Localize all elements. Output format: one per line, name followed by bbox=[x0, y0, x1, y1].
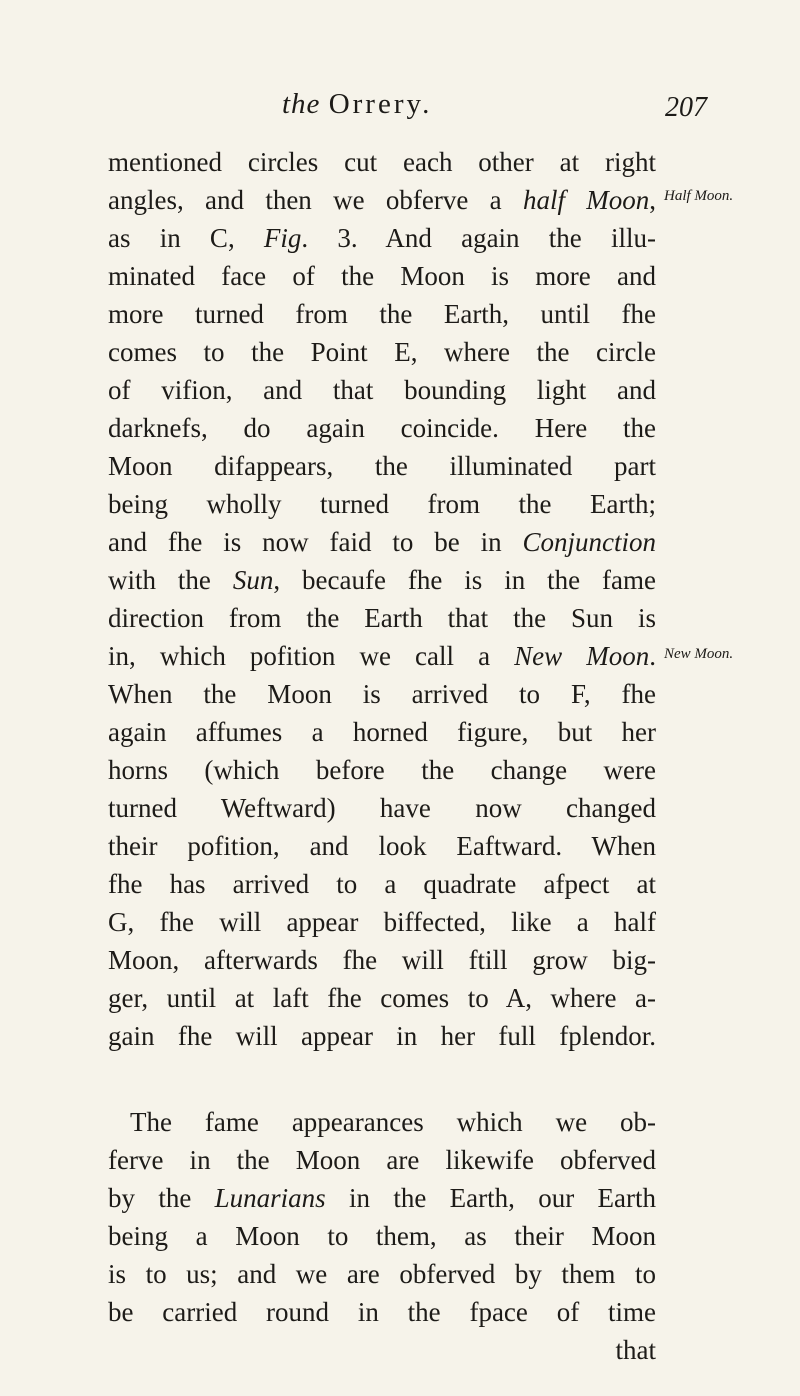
text-line: Moon difappears, the illuminated part bbox=[108, 451, 656, 481]
text-line: ferve in the Moon are likewife obferved bbox=[108, 1145, 656, 1175]
text-line: ger, until at laft fhe comes to A, where a- bbox=[108, 983, 656, 1013]
text-line: The fame appearances which we ob- bbox=[130, 1107, 656, 1137]
text-line: again affumes a horned figure, but her bbox=[108, 717, 656, 747]
text-line: and fhe is now faid to be in Conjunction bbox=[108, 527, 656, 557]
text-line: being a Moon to them, as their Moon bbox=[108, 1221, 656, 1251]
text-line: Moon, afterwards fhe will ftill grow big- bbox=[108, 945, 656, 975]
text-line: comes to the Point E, where the circle bbox=[108, 337, 656, 367]
text-line: as in C, Fig. 3. And again the illu- bbox=[108, 223, 656, 253]
page-number: 207 bbox=[665, 92, 707, 123]
text-line: When the Moon is arrived to F, fhe bbox=[108, 679, 656, 709]
text-line: G, fhe will appear biffected, like a half bbox=[108, 907, 656, 937]
text-line: direction from the Earth that the Sun is bbox=[108, 603, 656, 633]
text-line: is to us; and we are obferved by them to bbox=[108, 1259, 656, 1289]
title-main: Orrery. bbox=[328, 88, 433, 120]
running-header bbox=[0, 88, 800, 128]
title-prefix: the bbox=[282, 88, 321, 120]
catchword: that bbox=[615, 1335, 656, 1365]
text-line: be carried round in the fpace of time bbox=[108, 1297, 656, 1327]
text-line: in, which pofition we call a New Moon. bbox=[108, 641, 656, 671]
margin-note-half-moon: Half Moon. bbox=[664, 188, 734, 204]
text-line: turned Weftward) have now changed bbox=[108, 793, 656, 823]
text-line: by the Lunarians in the Earth, our Earth bbox=[108, 1183, 656, 1213]
text-line: of vifion, and that bounding light and bbox=[108, 375, 656, 405]
text-line: with the Sun, becaufe fhe is in the fame bbox=[108, 565, 656, 595]
text-line: more turned from the Earth, until fhe bbox=[108, 299, 656, 329]
text-line: horns (which before the change were bbox=[108, 755, 656, 785]
text-line: mentioned circles cut each other at right bbox=[108, 147, 656, 177]
text-line: gain fhe will appear in her full fplendor. bbox=[108, 1021, 656, 1051]
text-line: minated face of the Moon is more and bbox=[108, 261, 656, 291]
running-title bbox=[282, 88, 432, 121]
margin-note-new-moon: New Moon. bbox=[664, 646, 734, 662]
text-line: their pofition, and look Eaftward. When bbox=[108, 831, 656, 861]
text-line: angles, and then we obferve a half Moon, bbox=[108, 185, 656, 215]
text-line: fhe has arrived to a quadrate afpect at bbox=[108, 869, 656, 899]
text-line: being wholly turned from the Earth; bbox=[108, 489, 656, 519]
text-line: darknefs, do again coincide. Here the bbox=[108, 413, 656, 443]
